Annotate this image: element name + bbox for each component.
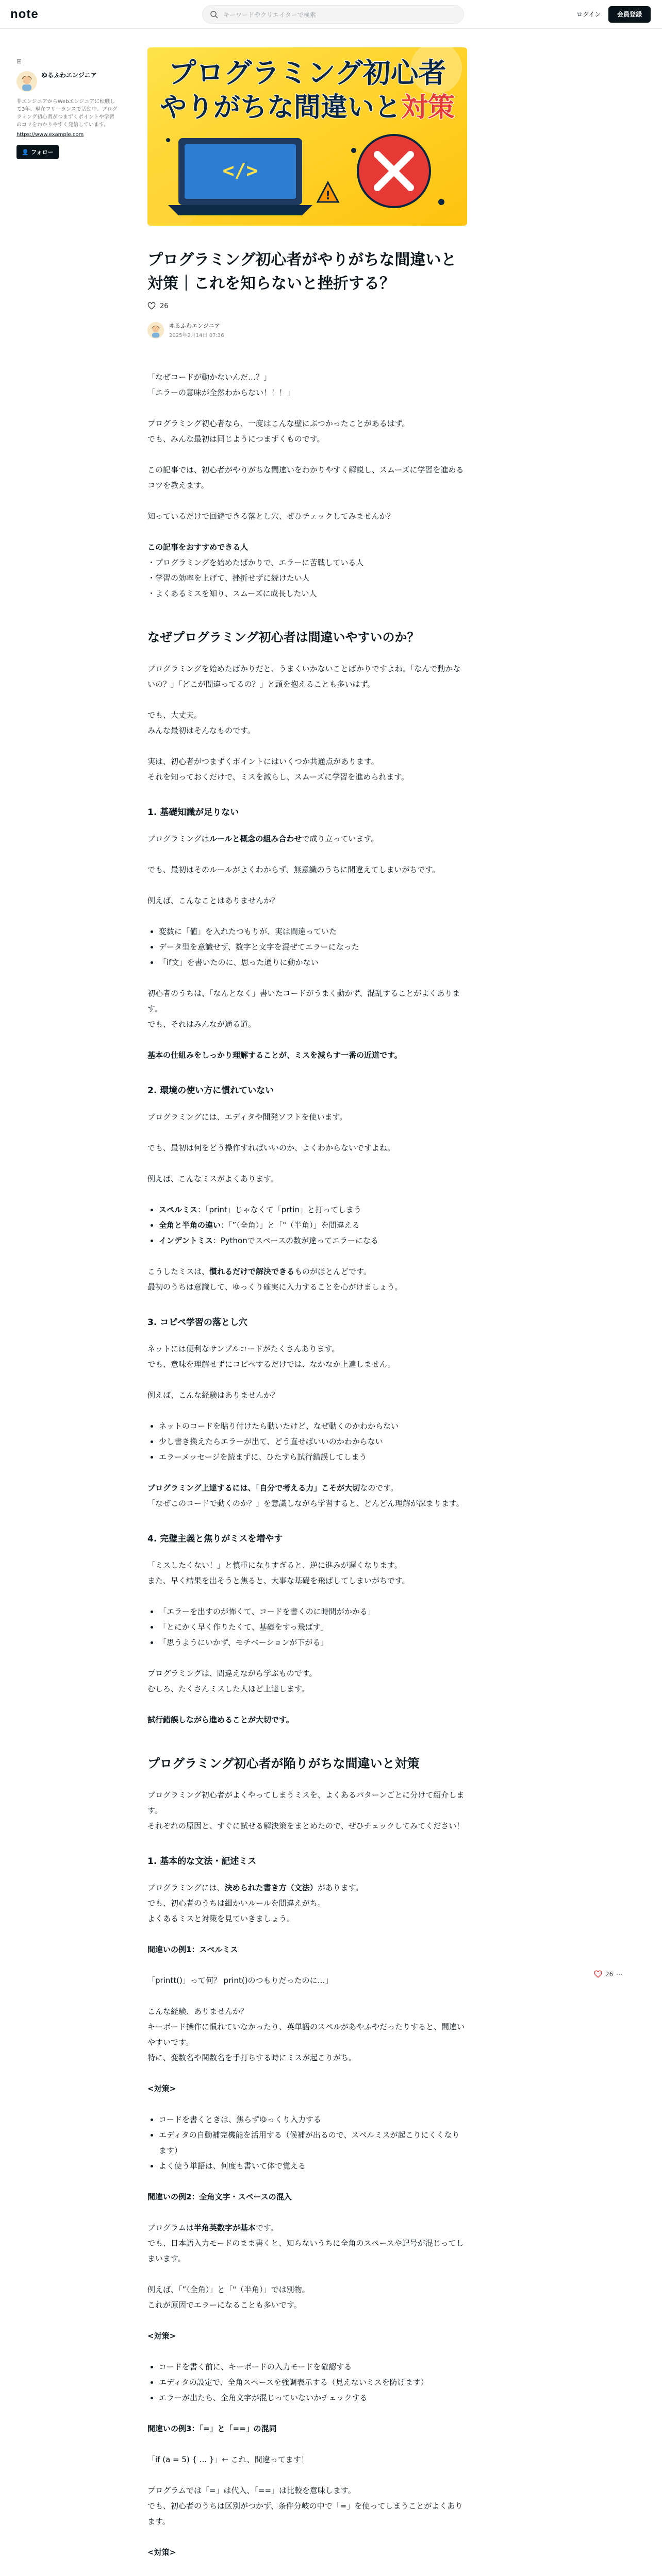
paragraph: でも、最初はそのルールがよくわからず、無意識のうちに間違えてしまいがちです。 bbox=[147, 865, 440, 874]
subsection-heading: 1. 基礎知識が足りない bbox=[147, 807, 239, 818]
list-item: • エディタの設定で、全角スペースを強調表示する（見えないミスを防げます） bbox=[159, 2375, 467, 2390]
floating-like-widget[interactable] bbox=[594, 1970, 622, 1978]
paragraph: プログラミングには、エディタや開発ソフトを使います。 bbox=[147, 1112, 347, 1122]
bullet-list bbox=[159, 1604, 467, 1650]
paragraph: プログラミング初心者がよくやってしまうミスを、よくあるパターンごとに分けて紹介します。 それぞれの原因と、すぐに試せる解決策をまとめたので、ぜひチェックしてみてください！ bbox=[147, 1790, 465, 1831]
creator-name[interactable]: ゆるふわエンジニア bbox=[41, 72, 97, 79]
paragraph: 知っているだけで回避できる落とし穴、ぜひチェックしてみませんか？ bbox=[147, 512, 395, 521]
search-input[interactable] bbox=[223, 10, 450, 20]
paragraph: この記事では、初心者がやりがちな間違いをわかりやすく解説し、スムーズに学習を進めるコツを教えます。 bbox=[147, 465, 464, 490]
example-title: 間違いの例2：全角文字・スペースの混入 bbox=[147, 2192, 292, 2201]
error-x-illustration bbox=[358, 135, 430, 207]
paragraph: プログラムでは「=」は代入、「==」は比較を意味します。 でも、初心者のうちは区別がつかず、条件分岐の中で「=」を使ってしまうことがよくあります。 bbox=[147, 2486, 463, 2526]
paragraph: 「if (a = 5) { ... }」← これ、間違ってます！ bbox=[147, 2455, 309, 2464]
site-header bbox=[0, 0, 662, 29]
paragraph: 試行錯誤しながら進めることが大切です。 bbox=[147, 1715, 294, 1724]
publish-date: 2025年2月14日 07:36 bbox=[169, 333, 224, 338]
paragraph: ネットには便利なサンプルコードがたくさんあります。 でも、意味を理解せずにコピペするだけでは、なかなか上達しません。 bbox=[147, 1344, 395, 1369]
subsection-heading: 4. 完璧主義と焦りがミスを増やす bbox=[147, 1534, 283, 1544]
paragraph: 実は、初心者がつまずくポイントにはいくつか共通点があります。 それを知っておくだけで、ミスを減らし、スムーズに学習を進められます。 bbox=[147, 757, 409, 782]
bullet-list bbox=[159, 924, 467, 970]
author-avatar[interactable] bbox=[147, 322, 164, 338]
paragraph: 基本の仕組みをしっかり理解することが、ミスを減らす一番の近道です。 bbox=[147, 1050, 402, 1060]
list-item: • 「とにかく早く作りたくて、基礎をすっ飛ばす」 bbox=[159, 1619, 467, 1635]
follow-button[interactable] bbox=[16, 145, 59, 159]
list-item: • エラーが出たら、全角文字が混じっていないかチェックする bbox=[159, 2390, 467, 2405]
recommend-block: この記事をおすすめできる人 ・プログラミングを始めたばかりで、エラーに苦戦している人 ・学習の効率を上げて、挫折せずに続けたい人 ・よくあるミスを知り、スムーズに成長したい人 bbox=[147, 543, 364, 598]
search-bar[interactable] bbox=[202, 5, 464, 24]
signup-button[interactable]: 会員登録 bbox=[608, 6, 651, 23]
list-item: • コードを書く前に、キーボードの入力モードを確認する bbox=[159, 2359, 467, 2375]
paragraph: 例えば、「”（全角）」と「"（半角）」では別物。 これが原因でエラーになることも多いです。 bbox=[147, 2285, 310, 2310]
bullet-list bbox=[159, 1202, 467, 1248]
list-item: • エディタの自動補完機能を活用する（候補が出るので、スペルミスが起こりにくくなります） bbox=[159, 2127, 467, 2158]
list-item: • 「if文」を書いたのに、思った通りに動かない bbox=[159, 955, 467, 970]
share-icon[interactable]: ⋯ bbox=[616, 1971, 623, 1978]
bullet-list bbox=[159, 2112, 467, 2174]
paragraph: 「ミスしたくない！」と慎重になりすぎると、逆に進みが遅くなります。 また、早く結果を出そうと焦ると、大事な基礎を飛ばしてしまいがちです。 bbox=[147, 1561, 410, 1585]
follow-label: フォロー bbox=[31, 149, 54, 156]
bullet-list bbox=[159, 1418, 467, 1465]
paragraph: でも、大丈夫。 みんな最初はそんなものです。 bbox=[147, 710, 255, 735]
svg-text:</>: </> bbox=[222, 159, 258, 182]
list-item: • 全角と半角の違い：「”（全角）」と「"（半角）」を間違える bbox=[159, 1217, 467, 1233]
paragraph: プログラミングは、間違えながら学ぶものです。 むしろ、たくさんミスした人ほど上達します。 bbox=[147, 1669, 317, 1693]
paragraph: プログラミングには、決められた書き方（文法）があります。 でも、初心者のうちは細かいルールを間違えがち。 よくあるミスと対策を見ていきましょう。 bbox=[147, 1883, 363, 1923]
paragraph: 例えば、こんなミスがよくあります。 bbox=[147, 1174, 278, 1183]
section-heading: プログラミング初心者が陥りがちな間違いと対策 bbox=[147, 1756, 420, 1771]
section-heading: なぜプログラミング初心者は間違いやすいのか？ bbox=[147, 630, 420, 645]
paragraph: 「なぜコードが動かないんだ…？」 「エラーの意味が全然わからない！！！」 bbox=[147, 372, 295, 397]
list-item: • インデントミス：Pythonでスペースの数が違ってエラーになる bbox=[159, 1233, 467, 1248]
countermeasure-label: <対策> bbox=[147, 2548, 176, 2557]
list-item: • コードを書くときは、焦らずゆっくり入力する bbox=[159, 2112, 467, 2127]
subsection-heading: 2. 環境の使い方に慣れていない bbox=[147, 1086, 274, 1096]
svg-text:やりがちな間違いと対策 bbox=[160, 92, 455, 123]
like-count: 26 bbox=[160, 302, 169, 310]
heart-icon[interactable] bbox=[594, 1970, 602, 1978]
creator-avatar[interactable] bbox=[16, 71, 37, 92]
example-title: 間違いの例1：スペルミス bbox=[147, 1945, 238, 1954]
paragraph: でも、最初は何をどう操作すればいいのか、よくわからないですよね。 bbox=[147, 1143, 395, 1153]
paragraph: プログラミングはルールと概念の組み合わせで成り立っています。 bbox=[147, 834, 379, 843]
creator-bio: 非エンジニアからWebエンジニアに転職して3年、現在フリーランスで活動中。プログラミング初心者がつまずくポイントや学習のコツをわかりやすく発信しています。 bbox=[16, 99, 118, 128]
author-name[interactable]: ゆるふわエンジニア bbox=[169, 323, 220, 329]
countermeasure-label: <対策> bbox=[147, 2331, 176, 2341]
countermeasure-label: <対策> bbox=[147, 2084, 176, 2093]
article-title: プログラミング初心者がやりがちな間違いと対策｜これを知らないと挫折する？ bbox=[147, 251, 457, 293]
add-user-icon: 👤 bbox=[22, 148, 29, 156]
list-item: • よく使う単語は、何度も書いて体で覚える bbox=[159, 2158, 467, 2174]
hero-line1: プログラミング初心者 bbox=[168, 57, 446, 89]
paragraph: 初心者のうちは、「なんとなく」書いたコードがうまく動かず、混乱することがよくあります。 でも、それはみんなが通る道。 bbox=[147, 989, 460, 1029]
list-item: • 「思うようにいかず、モチベーションが下がる」 bbox=[159, 1635, 467, 1650]
login-button[interactable]: ログイン bbox=[569, 7, 608, 22]
paragraph: 例えば、こんな経験はありませんか？ bbox=[147, 1391, 279, 1400]
author-info[interactable] bbox=[147, 321, 467, 338]
list-item: • ネットのコードを貼り付けたら動いたけど、なぜ動くのかわからない bbox=[159, 1418, 467, 1434]
heart-icon[interactable] bbox=[147, 302, 156, 310]
note-logo[interactable]: note bbox=[10, 7, 39, 21]
paragraph: プログラミングを始めたばかりだと、うまくいかないことばかりですよね。「なんで動かないの？」「どこが間違ってるの？」と頭を抱えることも多いはず。 bbox=[147, 664, 461, 689]
laptop-illustration bbox=[168, 138, 312, 215]
floating-like-count: 26 bbox=[605, 1971, 614, 1978]
list-item: • データ型を意識せず、数字と文字を混ぜてエラーになった bbox=[159, 939, 467, 955]
article-body bbox=[147, 369, 467, 2560]
list-item: • 変数に「値」を入れたつもりが、実は間違っていた bbox=[159, 924, 467, 939]
hero-line2a: やりがちな間違いと bbox=[159, 92, 401, 123]
paragraph: こんな経験、ありませんか？ キーボード操作に慣れていなかったり、英単語のスペルがあやふやだったりすると、間違いやすいです。 特に、変数名や関数名を手打ちする時にミスが起こりがち。 bbox=[147, 2007, 465, 2062]
example-title: 間違いの例3：「=」と「==」の混同 bbox=[147, 2424, 277, 2433]
svg-text:!: ! bbox=[325, 190, 331, 202]
magazine-icon[interactable]: ⊞ bbox=[16, 58, 22, 65]
hero-image bbox=[147, 47, 467, 226]
paragraph: 「printt()」って何？ print()のつもりだったのに…」 bbox=[147, 1976, 333, 1985]
creator-profile bbox=[16, 71, 118, 92]
paragraph: プログラミング上達するには、「自分で考える力」こそが大切なのです。 「なぜこのコードで動くのか？」を意識しながら学習すると、どんどん理解が深まります。 bbox=[147, 1483, 464, 1508]
paragraph: 例えば、こんなことはありませんか？ bbox=[147, 896, 279, 905]
article-main bbox=[147, 47, 467, 2575]
list-item: • エラーメッセージを読まずに、ひたすら試行錯誤してしまう bbox=[159, 1449, 467, 1465]
bullet-list bbox=[159, 2359, 467, 2405]
article-likes[interactable] bbox=[147, 302, 467, 310]
creator-sidebar bbox=[16, 58, 118, 159]
paragraph: こうしたミスは、慣れるだけで解決できるものがほとんどです。 最初のうちは意識して、ゆっくり確実に入力することを心がけましょう。 bbox=[147, 1267, 403, 1292]
subsection-heading: 1. 基本的な文法・記述ミス bbox=[147, 1856, 257, 1867]
list-item: • 「エラーを出すのが怖くて、コードを書くのに時間がかかる」 bbox=[159, 1604, 467, 1619]
subsection-heading: 3. コピペ学習の落とし穴 bbox=[147, 1317, 247, 1328]
creator-website-link[interactable]: https://www.example.com bbox=[16, 132, 84, 138]
hero-line2b: 対策 bbox=[401, 92, 455, 123]
paragraph: プログラミング初心者なら、一度はこんな壁にぶつかったことがあるはず。 でも、みんな最初は同じようにつまずくものです。 bbox=[147, 419, 410, 444]
list-item: • 少し書き換えたらエラーが出て、どう直せばいいのかわからない bbox=[159, 1434, 467, 1449]
search-icon bbox=[210, 10, 218, 19]
paragraph: プログラムは半角英数字が基本です。 でも、日本語入力モードのまま書くと、知らないうちに全角のスペースや記号が混じってしまいます。 bbox=[147, 2223, 464, 2263]
list-item: • スペルミス：「print」じゃなくて「prtin」と打ってしまう bbox=[159, 1202, 467, 1217]
